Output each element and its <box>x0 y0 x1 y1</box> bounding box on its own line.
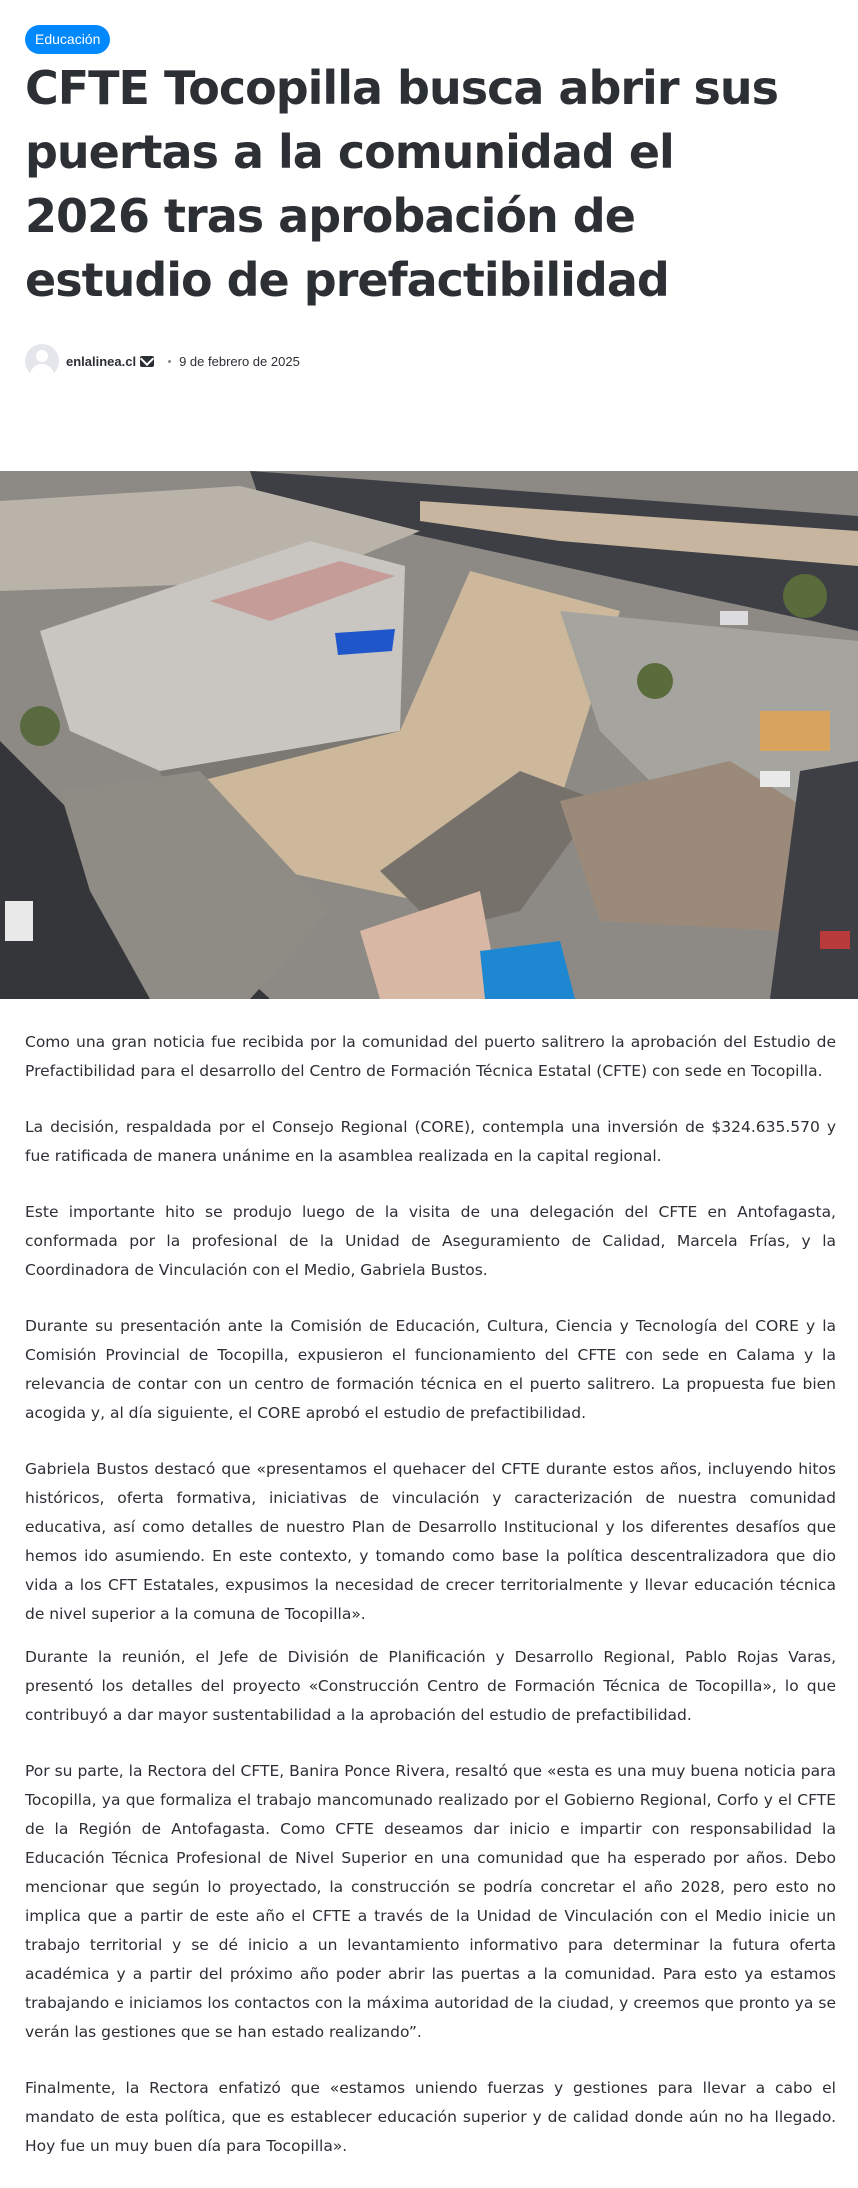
image-car-2 <box>5 901 33 941</box>
image-palm-2 <box>637 663 673 699</box>
author-avatar[interactable] <box>25 344 59 378</box>
image-blue-wall <box>480 941 575 999</box>
paragraph: Por su parte, la Rectora del CFTE, Banira Ponce Rivera, resaltó que «esta es una muy buena noticia para Tocopilla, ya que formaliza el trabajo mancomunado realizado por el Gobierno Regional, Corfo y el CFTE de la Región de Antofagasta. Como CFTE deseamos dar inicio e impartir con responsabilidad la Educación Técnica Profesional de Nivel Superior en una comunidad que ha esperado por años. Debo mencionar que según lo proyectado, la construcción se podría concretar el año 2028, pero esto no implica que a partir de este año el CFTE a través de la Unidad de Vinculación con el Medio inicie un trabajo territorial y se dé inicio a un levantamiento informativo para determinar la futura oferta académica y a partir del próximo año poder abrir las puertas a la comunidad. Para esto ya estamos trabajando e iniciamos los contactos con la máxima autoridad de la ciudad, y creemos que pronto ya se verán las gestiones que se han estado realizando”. <box>25 1762 836 2041</box>
post-date: 9 de febrero de 2025 <box>179 353 300 369</box>
category-badge[interactable]: Educación <box>25 25 110 54</box>
paragraph: Durante la reunión, el Jefe de División de Planificación y Desarrollo Regional, Pablo Rojas Varas, presentó los detalles del proyecto «Construcción Centro de Formación Técnica de Tocopilla», lo que contribuyó a dar mayor sustentabilidad a la aprobación del estudio de prefactibilidad. <box>25 1648 836 1724</box>
image-tree-left <box>20 706 60 746</box>
featured-image <box>0 471 858 999</box>
image-car-4 <box>720 611 748 625</box>
image-car-1 <box>760 771 790 787</box>
post-meta <box>25 343 300 379</box>
meta-separator <box>168 360 171 363</box>
envelope-icon[interactable] <box>140 356 154 367</box>
paragraph: Como una gran noticia fue recibida por la comunidad del puerto salitrero la aprobación del Estudio de Prefactibilidad para el desarrollo del Centro de Formación Técnica Estatal (CFTE) con sede en Tocopilla. <box>25 1033 836 1080</box>
image-car-3 <box>820 931 850 949</box>
paragraph: Finalmente, la Rectora enfatizó que «estamos uniendo fuerzas y gestiones para llevar a cabo el mandato de esta política, que es establecer educación superior y de calidad donde aún no ha llegado. Hoy fue un muy buen día para Tocopilla». <box>25 2079 836 2155</box>
paragraph: Durante su presentación ante la Comisión de Educación, Cultura, Ciencia y Tecnología del CORE y la Comisión Provincial de Tocopilla, expusieron el funcionamiento del CFTE con sede en Calama y la relevancia de contar con un centro de formación técnica en el puerto salitrero. La propuesta fue bien acogida y, al día siguiente, el CORE aprobó el estudio de prefactibilidad. <box>25 1317 836 1422</box>
article-title: CFTE Tocopilla busca abrir sus puertas a la comunidad el 2026 tras aprobación de estudio de prefactibilidad <box>25 61 779 307</box>
image-tent <box>335 629 395 655</box>
author-link[interactable]: enlalinea.cl <box>66 353 137 369</box>
paragraph: Gabriela Bustos destacó que «presentamos el quehacer del CFTE durante estos años, incluyendo hitos históricos, oferta formativa, iniciativas de vinculación y caracterización de nuestra comunidad educativa, así como detalles de nuestro Plan de Desarrollo Institucional y los diferentes desafíos que hemos ido asumiendo. En este contexto, y tomando como base la política descentralizadora que dio vida a los CFT Estatales, expusimos la necesidad de crecer territorialmente y llevar educación técnica de nivel superior a la comuna de Tocopilla». <box>25 1460 836 1623</box>
paragraph: Este importante hito se produjo luego de la visita de una delegación del CFTE en Antofagasta, conformada por la profesional de la Unidad de Aseguramiento de Calidad, Marcela Frías, y la Coordinadora de Vinculación con el Medio, Gabriela Bustos. <box>25 1203 836 1279</box>
image-palm <box>783 574 827 618</box>
paragraph: La decisión, respaldada por el Consejo Regional (CORE), contempla una inversión de $324.635.570 y fue ratificada de manera unánime en la asamblea realizada en la capital regional. <box>25 1118 836 1165</box>
image-yellow-roof <box>760 711 830 751</box>
article-body <box>25 1028 836 2188</box>
